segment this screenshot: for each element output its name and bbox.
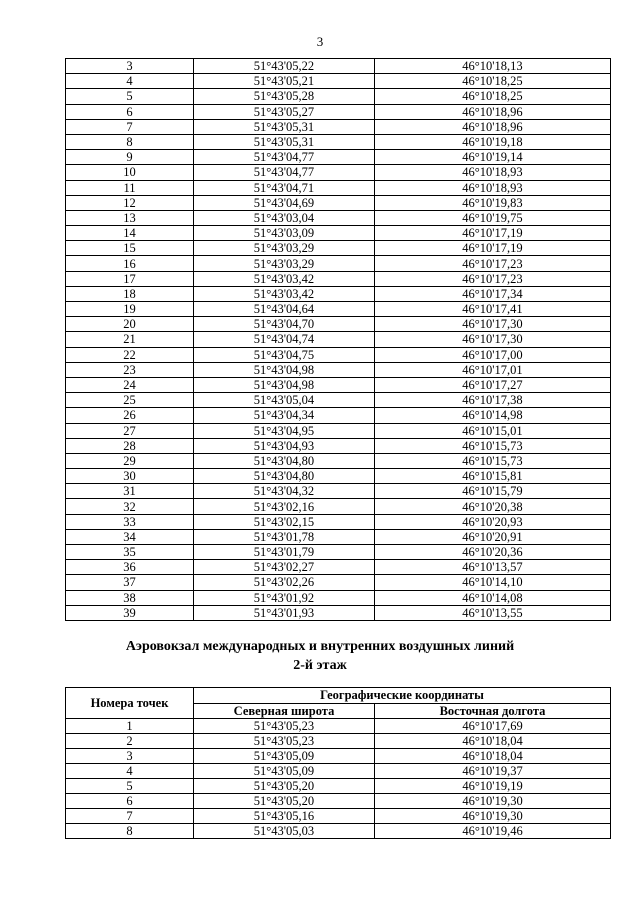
coordinates-table-body — [66, 59, 611, 621]
longitude-cell: 46°10'14,10 — [375, 575, 611, 590]
point-number-cell: 7 — [66, 809, 194, 824]
longitude-cell: 46°10'15,01 — [375, 423, 611, 438]
table-row — [66, 347, 611, 362]
point-number-cell: 19 — [66, 302, 194, 317]
latitude-cell: 51°43'05,23 — [194, 734, 375, 749]
point-number-cell: 35 — [66, 545, 194, 560]
table-row — [66, 317, 611, 332]
point-number-cell: 10 — [66, 165, 194, 180]
table-row — [66, 210, 611, 225]
point-number-cell: 13 — [66, 210, 194, 225]
latitude-cell: 51°43'03,04 — [194, 210, 375, 225]
latitude-cell: 51°43'05,09 — [194, 764, 375, 779]
table-row — [66, 764, 611, 779]
point-number-cell: 27 — [66, 423, 194, 438]
latitude-cell: 51°43'01,92 — [194, 590, 375, 605]
table-row — [66, 74, 611, 89]
longitude-cell: 46°10'17,23 — [375, 271, 611, 286]
table-row — [66, 377, 611, 392]
floor-2-table-body — [66, 719, 611, 839]
latitude-cell: 51°43'03,29 — [194, 256, 375, 271]
table-row — [66, 286, 611, 301]
longitude-cell: 46°10'13,55 — [375, 605, 611, 620]
point-number-cell: 26 — [66, 408, 194, 423]
table-row — [66, 195, 611, 210]
header-row-1 — [66, 688, 611, 704]
longitude-cell: 46°10'18,04 — [375, 734, 611, 749]
table-row — [66, 302, 611, 317]
point-number-cell: 32 — [66, 499, 194, 514]
latitude-cell: 51°43'04,64 — [194, 302, 375, 317]
latitude-cell: 51°43'05,28 — [194, 89, 375, 104]
latitude-cell: 51°43'04,32 — [194, 484, 375, 499]
latitude-cell: 51°43'04,34 — [194, 408, 375, 423]
header-geographic-coordinates: Географические координаты — [194, 688, 611, 704]
longitude-cell: 46°10'14,08 — [375, 590, 611, 605]
point-number-cell: 16 — [66, 256, 194, 271]
latitude-cell: 51°43'04,98 — [194, 377, 375, 392]
point-number-cell: 1 — [66, 719, 194, 734]
point-number-cell: 5 — [66, 89, 194, 104]
longitude-cell: 46°10'15,81 — [375, 469, 611, 484]
point-number-cell: 28 — [66, 438, 194, 453]
table-row — [66, 89, 611, 104]
longitude-cell: 46°10'15,73 — [375, 453, 611, 468]
floor-2-table-header — [66, 688, 611, 719]
latitude-cell: 51°43'05,31 — [194, 134, 375, 149]
point-number-cell: 14 — [66, 226, 194, 241]
point-number-cell: 11 — [66, 180, 194, 195]
point-number-cell: 8 — [66, 824, 194, 839]
longitude-cell: 46°10'17,38 — [375, 393, 611, 408]
point-number-cell: 12 — [66, 195, 194, 210]
point-number-cell: 2 — [66, 734, 194, 749]
table-row — [66, 256, 611, 271]
longitude-cell: 46°10'19,18 — [375, 134, 611, 149]
longitude-cell: 46°10'17,00 — [375, 347, 611, 362]
point-number-cell: 9 — [66, 150, 194, 165]
latitude-cell: 51°43'05,20 — [194, 794, 375, 809]
longitude-cell: 46°10'17,23 — [375, 256, 611, 271]
latitude-cell: 51°43'05,20 — [194, 779, 375, 794]
point-number-cell: 29 — [66, 453, 194, 468]
point-number-cell: 21 — [66, 332, 194, 347]
header-north-latitude: Северная широта — [194, 703, 375, 719]
point-number-cell: 5 — [66, 779, 194, 794]
point-number-cell: 22 — [66, 347, 194, 362]
point-number-cell: 3 — [66, 749, 194, 764]
latitude-cell: 51°43'02,27 — [194, 560, 375, 575]
latitude-cell: 51°43'01,79 — [194, 545, 375, 560]
longitude-cell: 46°10'19,83 — [375, 195, 611, 210]
longitude-cell: 46°10'17,30 — [375, 317, 611, 332]
table-row — [66, 393, 611, 408]
latitude-cell: 51°43'04,71 — [194, 180, 375, 195]
point-number-cell: 36 — [66, 560, 194, 575]
table-row — [66, 469, 611, 484]
longitude-cell: 46°10'20,36 — [375, 545, 611, 560]
longitude-cell: 46°10'19,37 — [375, 764, 611, 779]
section-title-line-1: Аэровокзал международных и внутренних воздушных линий — [125, 639, 515, 654]
latitude-cell: 51°43'03,29 — [194, 241, 375, 256]
table-row — [66, 271, 611, 286]
table-row — [66, 499, 611, 514]
latitude-cell: 51°43'05,21 — [194, 74, 375, 89]
latitude-cell: 51°43'01,93 — [194, 605, 375, 620]
table-row — [66, 545, 611, 560]
table-row — [66, 529, 611, 544]
longitude-cell: 46°10'17,27 — [375, 377, 611, 392]
table-row — [66, 749, 611, 764]
point-number-cell: 17 — [66, 271, 194, 286]
longitude-cell: 46°10'19,46 — [375, 824, 611, 839]
page-number: 3 — [316, 34, 324, 49]
latitude-cell: 51°43'05,23 — [194, 719, 375, 734]
latitude-cell: 51°43'05,09 — [194, 749, 375, 764]
point-number-cell: 18 — [66, 286, 194, 301]
table-row — [66, 134, 611, 149]
table-row — [66, 484, 611, 499]
latitude-cell: 51°43'04,77 — [194, 150, 375, 165]
longitude-cell: 46°10'13,57 — [375, 560, 611, 575]
table-row — [66, 605, 611, 620]
point-number-cell: 4 — [66, 74, 194, 89]
longitude-cell: 46°10'19,75 — [375, 210, 611, 225]
latitude-cell: 51°43'05,22 — [194, 59, 375, 74]
longitude-cell: 46°10'14,98 — [375, 408, 611, 423]
longitude-cell: 46°10'19,30 — [375, 794, 611, 809]
section-title-line-2: 2-й этаж — [293, 658, 347, 673]
latitude-cell: 51°43'04,80 — [194, 469, 375, 484]
section-title — [0, 637, 640, 675]
latitude-cell: 51°43'05,04 — [194, 393, 375, 408]
longitude-cell: 46°10'17,19 — [375, 241, 611, 256]
table-row — [66, 514, 611, 529]
latitude-cell: 51°43'04,98 — [194, 362, 375, 377]
longitude-cell: 46°10'17,69 — [375, 719, 611, 734]
table-row — [66, 438, 611, 453]
longitude-cell: 46°10'15,73 — [375, 438, 611, 453]
table-row — [66, 226, 611, 241]
longitude-cell: 46°10'18,96 — [375, 104, 611, 119]
table-row — [66, 734, 611, 749]
longitude-cell: 46°10'18,13 — [375, 59, 611, 74]
latitude-cell: 51°43'04,93 — [194, 438, 375, 453]
point-number-cell: 31 — [66, 484, 194, 499]
table-row — [66, 332, 611, 347]
latitude-cell: 51°43'05,16 — [194, 809, 375, 824]
table-row — [66, 794, 611, 809]
table-row — [66, 180, 611, 195]
point-number-cell: 8 — [66, 134, 194, 149]
latitude-cell: 51°43'02,16 — [194, 499, 375, 514]
point-number-cell: 34 — [66, 529, 194, 544]
table-row — [66, 719, 611, 734]
longitude-cell: 46°10'20,93 — [375, 514, 611, 529]
point-number-cell: 6 — [66, 104, 194, 119]
point-number-cell: 23 — [66, 362, 194, 377]
table-row — [66, 779, 611, 794]
longitude-cell: 46°10'19,19 — [375, 779, 611, 794]
table-row — [66, 453, 611, 468]
latitude-cell: 51°43'03,09 — [194, 226, 375, 241]
point-number-cell: 15 — [66, 241, 194, 256]
point-number-cell: 25 — [66, 393, 194, 408]
table-row — [66, 575, 611, 590]
longitude-cell: 46°10'17,41 — [375, 302, 611, 317]
latitude-cell: 51°43'02,15 — [194, 514, 375, 529]
longitude-cell: 46°10'18,93 — [375, 180, 611, 195]
table-row — [66, 824, 611, 839]
floor-2-coordinates-table — [65, 687, 611, 839]
table-row — [66, 241, 611, 256]
longitude-cell: 46°10'19,14 — [375, 150, 611, 165]
table-row — [66, 809, 611, 824]
latitude-cell: 51°43'01,78 — [194, 529, 375, 544]
table-row — [66, 119, 611, 134]
latitude-cell: 51°43'03,42 — [194, 271, 375, 286]
point-number-cell: 6 — [66, 794, 194, 809]
point-number-cell: 33 — [66, 514, 194, 529]
latitude-cell: 51°43'05,27 — [194, 104, 375, 119]
longitude-cell: 46°10'17,01 — [375, 362, 611, 377]
point-number-cell: 7 — [66, 119, 194, 134]
latitude-cell: 51°43'04,69 — [194, 195, 375, 210]
longitude-cell: 46°10'20,91 — [375, 529, 611, 544]
longitude-cell: 46°10'19,30 — [375, 809, 611, 824]
longitude-cell: 46°10'17,19 — [375, 226, 611, 241]
longitude-cell: 46°10'18,93 — [375, 165, 611, 180]
table-row — [66, 150, 611, 165]
longitude-cell: 46°10'15,79 — [375, 484, 611, 499]
latitude-cell: 51°43'04,74 — [194, 332, 375, 347]
longitude-cell: 46°10'18,25 — [375, 89, 611, 104]
point-number-cell: 24 — [66, 377, 194, 392]
latitude-cell: 51°43'04,80 — [194, 453, 375, 468]
longitude-cell: 46°10'18,04 — [375, 749, 611, 764]
header-point-numbers: Номера точек — [66, 688, 194, 719]
latitude-cell: 51°43'04,77 — [194, 165, 375, 180]
latitude-cell: 51°43'04,95 — [194, 423, 375, 438]
latitude-cell: 51°43'03,42 — [194, 286, 375, 301]
point-number-cell: 4 — [66, 764, 194, 779]
point-number-cell: 37 — [66, 575, 194, 590]
latitude-cell: 51°43'04,70 — [194, 317, 375, 332]
point-number-cell: 3 — [66, 59, 194, 74]
table-row — [66, 423, 611, 438]
latitude-cell: 51°43'02,26 — [194, 575, 375, 590]
longitude-cell: 46°10'18,25 — [375, 74, 611, 89]
point-number-cell: 38 — [66, 590, 194, 605]
latitude-cell: 51°43'05,03 — [194, 824, 375, 839]
table-row — [66, 165, 611, 180]
header-east-longitude: Восточная долгота — [375, 703, 611, 719]
point-number-cell: 20 — [66, 317, 194, 332]
coordinates-table-continued — [65, 58, 611, 621]
longitude-cell: 46°10'20,38 — [375, 499, 611, 514]
table-row — [66, 104, 611, 119]
latitude-cell: 51°43'04,75 — [194, 347, 375, 362]
table-row — [66, 560, 611, 575]
latitude-cell: 51°43'05,31 — [194, 119, 375, 134]
table-row — [66, 362, 611, 377]
table-row — [66, 408, 611, 423]
longitude-cell: 46°10'17,30 — [375, 332, 611, 347]
point-number-cell: 30 — [66, 469, 194, 484]
point-number-cell: 39 — [66, 605, 194, 620]
longitude-cell: 46°10'18,96 — [375, 119, 611, 134]
table-row — [66, 59, 611, 74]
longitude-cell: 46°10'17,34 — [375, 286, 611, 301]
table-row — [66, 590, 611, 605]
